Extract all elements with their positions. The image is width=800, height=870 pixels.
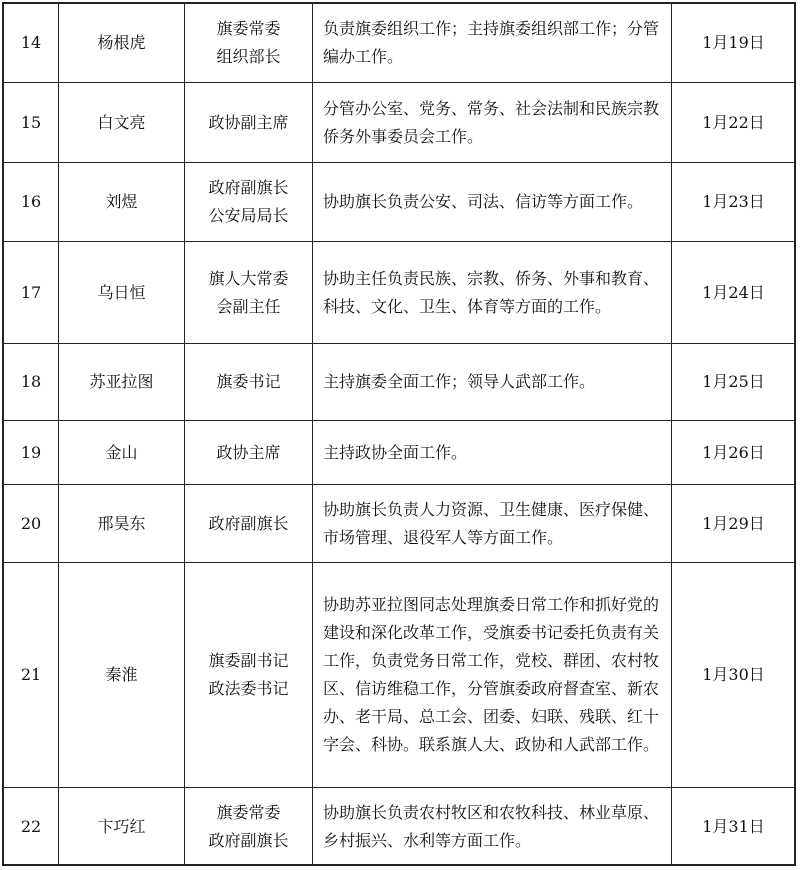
table-row — [4, 163, 796, 242]
duty-schedule-table — [3, 3, 796, 866]
duty-description: 主持政协全面工作。 — [313, 421, 672, 485]
table-row — [4, 83, 796, 163]
date-cell: 1月31日 — [672, 788, 796, 866]
position-title: 旗委常委 政府副旗长 — [185, 788, 313, 866]
table-row — [4, 242, 796, 344]
position-title: 旗委常委 组织部长 — [185, 4, 313, 83]
person-name: 卞巧红 — [59, 788, 185, 866]
position-title: 政府副旗长 公安局局长 — [185, 163, 313, 242]
table-row — [4, 563, 796, 788]
table-row — [4, 788, 796, 866]
row-number: 18 — [4, 344, 59, 421]
duty-description: 协助旗长负责人力资源、卫生健康、医疗保健、市场管理、退役军人等方面工作。 — [313, 485, 672, 563]
duty-description: 协助旗长负责公安、司法、信访等方面工作。 — [313, 163, 672, 242]
row-number: 15 — [4, 83, 59, 163]
duty-description: 分管办公室、党务、常务、社会法制和民族宗教侨务外事委员会工作。 — [313, 83, 672, 163]
date-cell: 1月22日 — [672, 83, 796, 163]
position-title: 旗委书记 — [185, 344, 313, 421]
duty-description: 负责旗委组织工作；主持旗委组织部工作；分管编办工作。 — [313, 4, 672, 83]
row-number: 17 — [4, 242, 59, 344]
position-title: 旗委副书记 政法委书记 — [185, 563, 313, 788]
row-number: 21 — [4, 563, 59, 788]
person-name: 秦淮 — [59, 563, 185, 788]
table-row — [4, 485, 796, 563]
position-title: 旗人大常委 会副主任 — [185, 242, 313, 344]
position-title: 政协副主席 — [185, 83, 313, 163]
duty-description: 协助旗长负责农村牧区和农牧科技、林业草原、乡村振兴、水利等方面工作。 — [313, 788, 672, 866]
date-cell: 1月23日 — [672, 163, 796, 242]
row-number: 22 — [4, 788, 59, 866]
duty-description: 协助主任负责民族、宗教、侨务、外事和教育、科技、文化、卫生、体育等方面的工作。 — [313, 242, 672, 344]
person-name: 苏亚拉图 — [59, 344, 185, 421]
row-number: 19 — [4, 421, 59, 485]
date-cell: 1月26日 — [672, 421, 796, 485]
position-title: 政协主席 — [185, 421, 313, 485]
date-cell: 1月30日 — [672, 563, 796, 788]
table-row — [4, 4, 796, 83]
row-number: 16 — [4, 163, 59, 242]
date-cell: 1月25日 — [672, 344, 796, 421]
row-number: 14 — [4, 4, 59, 83]
duty-description: 主持旗委全面工作；领导人武部工作。 — [313, 344, 672, 421]
date-cell: 1月19日 — [672, 4, 796, 83]
row-number: 20 — [4, 485, 59, 563]
person-name: 金山 — [59, 421, 185, 485]
person-name: 乌日恒 — [59, 242, 185, 344]
position-title: 政府副旗长 — [185, 485, 313, 563]
date-cell: 1月29日 — [672, 485, 796, 563]
person-name: 邢昊东 — [59, 485, 185, 563]
duty-description: 协助苏亚拉图同志处理旗委日常工作和抓好党的建设和深化改革工作，受旗委书记委托负责有关工作，负责党务日常工作，党校、群团、农村牧区、信访维稳工作，分管旗委政府督查室、新农办、老干局、总工会、团委、妇联、残联、红十字会、科协。联系旗人大、政协和人武部工作。 — [313, 563, 672, 788]
person-name: 杨根虎 — [59, 4, 185, 83]
date-cell: 1月24日 — [672, 242, 796, 344]
table-row — [4, 344, 796, 421]
person-name: 刘煜 — [59, 163, 185, 242]
person-name: 白文亮 — [59, 83, 185, 163]
table-row — [4, 421, 796, 485]
